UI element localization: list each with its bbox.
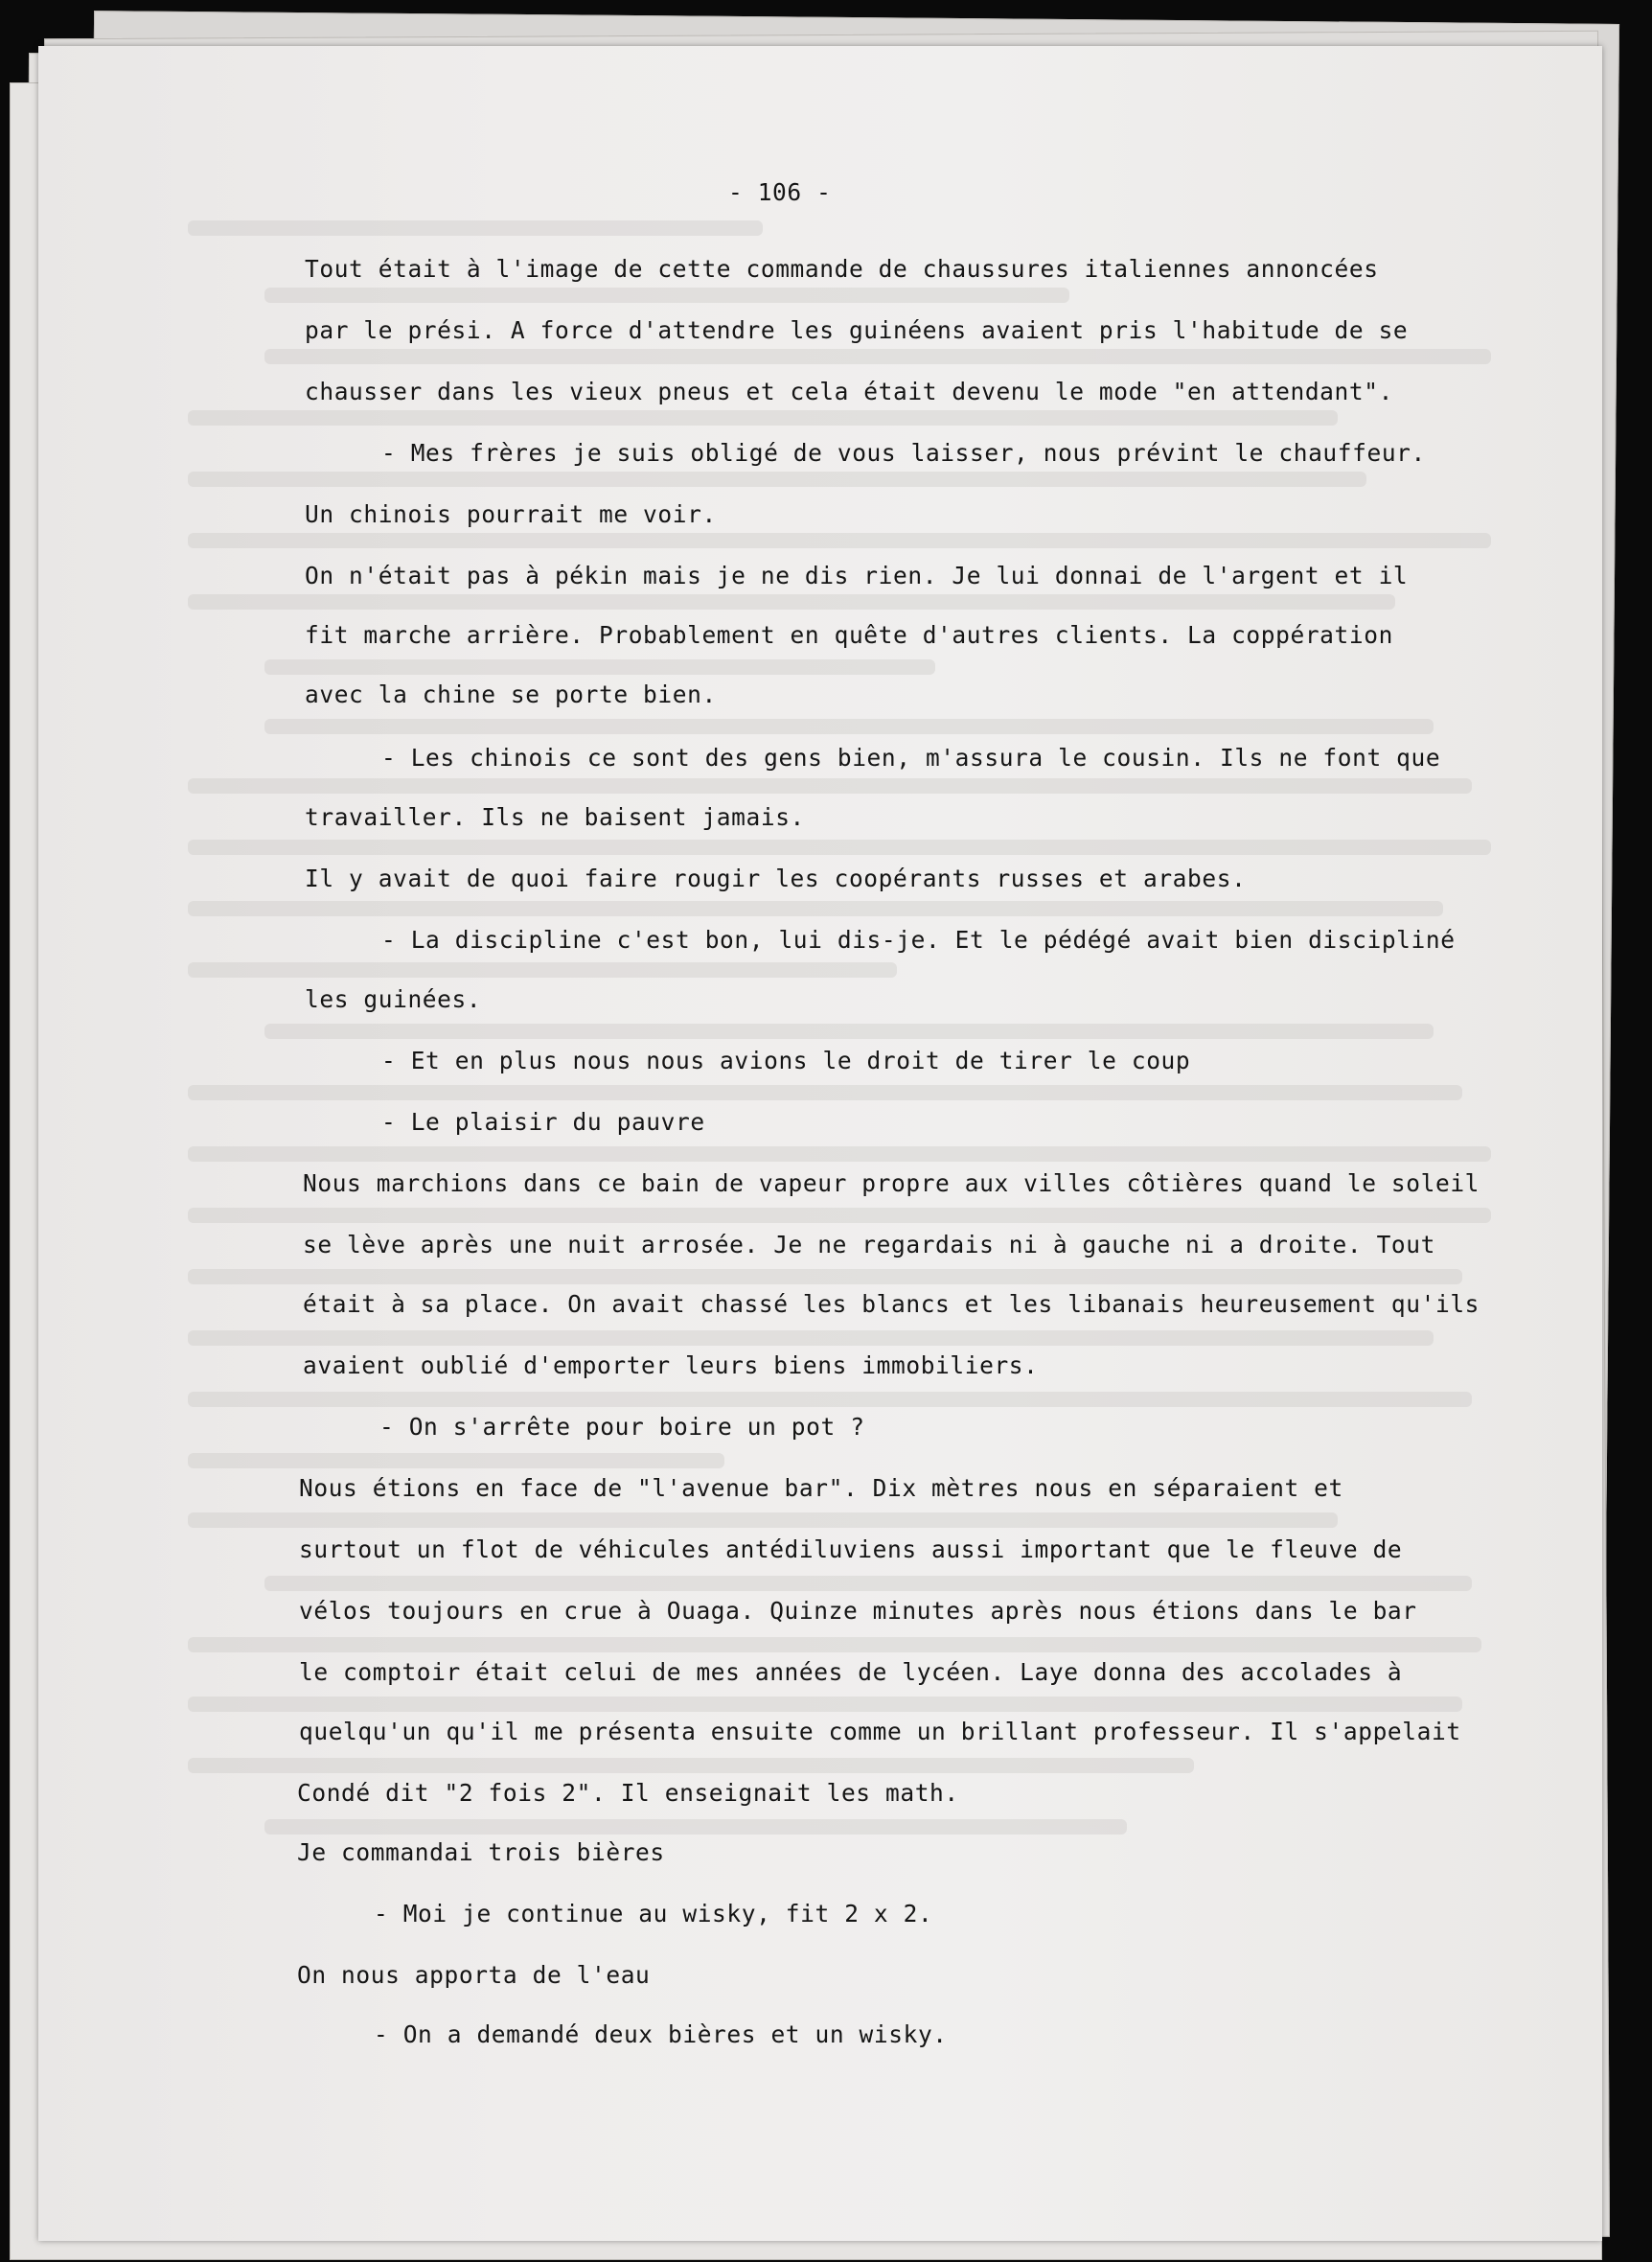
text-line: Un chinois pourrait me voir.	[305, 500, 717, 528]
text-line: Condé dit "2 fois 2". Il enseignait les math.	[297, 1779, 959, 1807]
text-line: - Le plaisir du pauvre	[381, 1108, 705, 1136]
page-text	[38, 46, 1602, 2241]
text-line: - Et en plus nous nous avions le droit de tirer le coup	[381, 1047, 1191, 1074]
text-line: quelqu'un qu'il me présenta ensuite comme un brillant professeur. Il s'appelait	[299, 1718, 1461, 1745]
text-line: - On s'arrête pour boire un pot ?	[379, 1413, 865, 1441]
page-number: - 106 -	[728, 178, 832, 206]
text-line: - On a demandé deux bières et un wisky.	[374, 2020, 948, 2048]
typewritten-page	[38, 46, 1602, 2241]
text-line: surtout un flot de véhicules antédiluviens aussi important que le fleuve de	[299, 1535, 1403, 1563]
text-line: Tout était à l'image de cette commande de chaussures italiennes annoncées	[305, 255, 1379, 283]
text-line: vélos toujours en crue à Ouaga. Quinze minutes après nous étions dans le bar	[299, 1597, 1417, 1625]
text-line: chausser dans les vieux pneus et cela était devenu le mode "en attendant".	[305, 378, 1393, 405]
text-line: avec la chine se porte bien.	[305, 681, 717, 708]
text-line: - Les chinois ce sont des gens bien, m'assura le cousin. Ils ne font que	[381, 744, 1441, 772]
text-line: Je commandai trois bières	[297, 1838, 665, 1866]
text-line: était à sa place. On avait chassé les blancs et les libanais heureusement qu'ils	[303, 1290, 1480, 1318]
text-line: avaient oublié d'emporter leurs biens immobiliers.	[303, 1351, 1039, 1379]
text-line: - La discipline c'est bon, lui dis-je. Et le pédégé avait bien discipliné	[381, 926, 1456, 954]
text-line: se lève après une nuit arrosée. Je ne regardais ni à gauche ni a droite. Tout	[303, 1231, 1435, 1258]
text-line: - Mes frères je suis obligé de vous laisser, nous prévint le chauffeur.	[381, 439, 1426, 467]
text-line: Nous marchions dans ce bain de vapeur propre aux villes côtières quand le soleil	[303, 1169, 1480, 1197]
text-line: fit marche arrière. Probablement en quête d'autres clients. La coppération	[305, 621, 1393, 649]
text-line: - Moi je continue au wisky, fit 2 x 2.	[374, 1900, 933, 1927]
text-line: les guinées.	[305, 985, 482, 1013]
text-line: On nous apporta de l'eau	[297, 1961, 651, 1989]
text-line: le comptoir était celui de mes années de lycéen. Laye donna des accolades à	[299, 1658, 1403, 1686]
text-line: par le prési. A force d'attendre les guinéens avaient pris l'habitude de se	[305, 316, 1409, 344]
text-line: Nous étions en face de "l'avenue bar". Dix mètres nous en séparaient et	[299, 1474, 1343, 1502]
text-line: Il y avait de quoi faire rougir les coopérants russes et arabes.	[305, 865, 1247, 892]
text-line: travailler. Ils ne baisent jamais.	[305, 803, 805, 831]
text-line: On n'était pas à pékin mais je ne dis rien. Je lui donnai de l'argent et il	[305, 562, 1409, 589]
